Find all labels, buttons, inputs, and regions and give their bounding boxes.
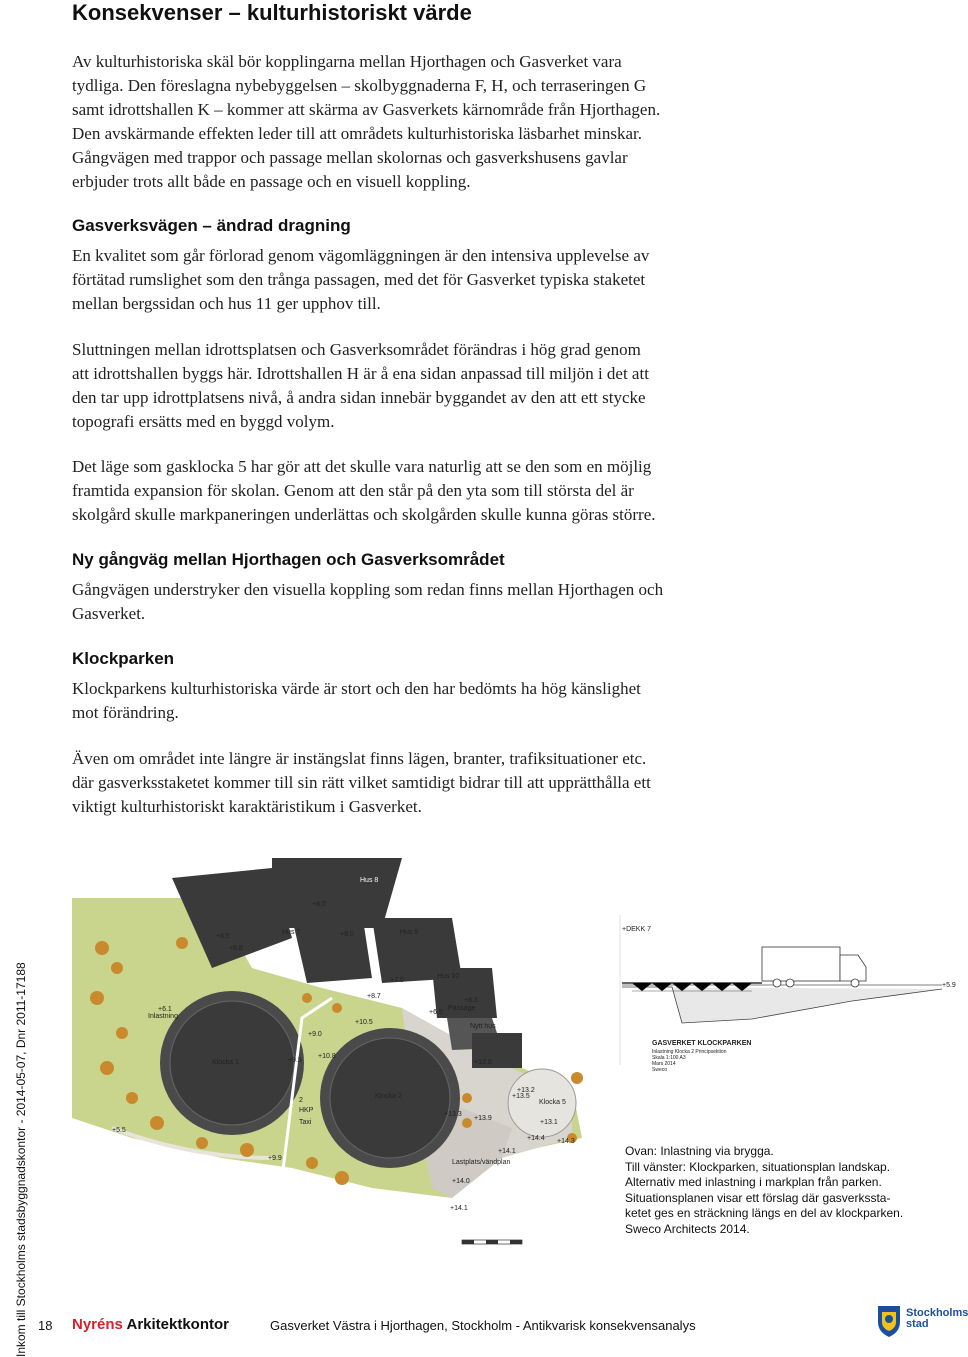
plan-label: 2 [299,1097,303,1104]
figure-caption [625,1144,955,1237]
plan-label: HKP [299,1107,314,1114]
text-line: mot förändring. [72,703,179,722]
text-line: erbjuder trots allt både en passage och en visuell koppling. [72,172,471,191]
text-line: skolgård skulle markpaneringen underlättas och skolgården skulle kunna göras större. [72,505,656,524]
registration-stamp-text: Inkom till Stockholms stadsbyggnadskontor - 2014-05-07, Dnr 2011-17188 [14,962,28,1357]
level-label: +9.9 [268,1155,282,1162]
level-label: +9.0 [308,1031,322,1038]
plan-label: Inlastning [148,1013,178,1020]
level-label: +13.9 [474,1115,492,1122]
caption-line: Till vänster: Klockparken, situationsplan landskap. [625,1159,891,1174]
caption-line: ketet ges en sträckning längs en del av klockparken. [625,1206,904,1220]
text-line: den tar upp idrottplatsens nivå, å andra sidan innebär byggandet av den att ett stycke [72,388,646,407]
section-title: GASVERKET KLOCKPARKEN [652,1040,752,1047]
brand-first: Nyréns [72,1316,123,1333]
site-plan-image [72,858,612,1258]
caption-line: Sweco Architects 2014. [625,1221,750,1236]
text-line: Klockparkens kulturhistoriska värde är stort och den har bedömts ha hög känslighet [72,679,641,698]
section-drawing-image [612,915,960,1095]
plan-label: Hus 7 [282,929,301,936]
paragraph-gasklocka [72,455,772,527]
section-sub: Inlastning Klocka 2 Principsektion [652,1049,727,1055]
caption-line: Situationsplanen visar ett förslag där gasverkssta- [625,1190,891,1205]
stockholm-stad-logo [876,1304,968,1344]
crest-icon [876,1304,902,1338]
level-label: +13.1 [540,1119,558,1126]
text-line: Sluttningen mellan idrottsplatsen och Gasverksområdet förändras i hög grad genom [72,340,641,359]
text-line: förtätad rumslighet som den trånga passagen, med det för Gasverket typiska staketet [72,270,646,289]
level-label: +6.8 [229,945,243,952]
text-line: där gasverksstaketet kommer till sin rätt vilket samtidigt bidrar till att upprätthålla ett [72,773,651,792]
text-line: Av kulturhistoriska skäl bör kopplingarna mellan Hjorthagen och Gasverket vara [72,52,622,71]
level-label: +5.5 [112,1127,126,1134]
plan-label: Klocka 1 [212,1059,239,1066]
section-sub: Sweco [652,1067,668,1073]
text-line: En kvalitet som går förlorad genom vägomläggningen är den intensiva upplevelse av [72,246,650,265]
text-line: samt idrottshallen K – kommer att skärma av Gasverkets kärnområde från Hjorthagen. [72,100,661,119]
level-label: +7.0 [390,977,404,984]
section-label: +5.9 [942,982,956,989]
level-label: +8.0 [340,931,354,938]
level-label: +9.5 [288,1057,302,1064]
paragraph-gasverksvagen [72,244,772,316]
paragraph-instangslat [72,747,772,819]
level-label: +14.1 [498,1148,516,1155]
level-label: +10.8 [318,1053,336,1060]
section-label: +DEKK 7 [622,926,651,933]
text-line: Gasverket. [72,604,146,623]
caption-line: Ovan: Inlastning via brygga. [625,1144,774,1158]
level-label: +12.8 [474,1059,492,1066]
level-label: +14.4 [527,1135,545,1142]
text-line: Gångvägen understryker den visuella koppling som redan finns mellan Hjorthagen och [72,580,664,599]
level-label: +8.0 [312,901,326,908]
level-label: +13.3 [444,1111,462,1118]
plan-label: Taxi [299,1119,312,1126]
paragraph-sluttningen [72,338,772,434]
registration-stamp [0,870,28,1357]
scale-bar [462,1240,522,1244]
level-label: +14.3 [557,1138,575,1145]
logo-line: stad [906,1318,929,1330]
level-label: +14.0 [452,1178,470,1185]
level-label: +10.5 [355,1019,373,1026]
plan-label: Passage [448,1005,476,1012]
text-line: Även om området inte längre är instängslat finns lägen, branter, trafiksituationer etc. [72,749,647,768]
paragraph-gangvag [72,578,772,626]
heading-klockparken: Klockparken [72,649,175,668]
text-line: mellan bergssidan och hus 11 ger upphov till. [72,294,381,313]
brand-logo [72,1316,229,1333]
level-label: +6.5 [216,933,230,940]
plan-label: Klocka 2 [375,1093,402,1100]
plan-label: Hus 10 [437,973,460,980]
text-line: viktigt kulturhistoriskt karaktäristikum i Gasverket. [72,797,422,816]
section-sub: Mars 2014 [652,1061,676,1067]
text-line: Den avskärmande effekten leder till att områdets kulturhistoriska läsbarhet minskar. [72,124,642,143]
page-number: 18 [38,1318,53,1333]
paragraph-kulturhistoriskt [72,50,772,194]
caption-line: Alternativ med inlastning i markplan från parken. [625,1175,882,1189]
plan-label: Klocka 5 [539,1099,566,1106]
text-line: Det läge som gasklocka 5 har gör att det skulle vara naturlig att se den som en möjlig [72,457,652,476]
text-line: Gångvägen med trappor och passage mellan skolornas och gasverkshusens gavlar [72,148,628,167]
plan-label: Hus 8 [360,877,379,884]
text-line: framtida expansion för skolan. Genom att den står på den yta som till största del är [72,481,634,500]
level-label: +14.1 [450,1205,468,1212]
footer-title: Gasverket Västra i Hjorthagen, Stockholm - Antikvarisk konsekvensanalys [270,1318,696,1333]
page-heading: Konsekvenser – kulturhistoriskt värde [72,0,472,25]
paragraph-klockparken [72,677,772,725]
level-label: +13.2 [517,1087,535,1094]
text-line: topografi ersätts med en byggd volym. [72,412,335,431]
plan-label: Hus 9 [400,929,419,936]
brand-second: Arkitektkontor [126,1316,230,1333]
heading-gasverksvagen: Gasverksvägen – ändrad dragning [72,216,351,235]
plan-label: Nytt hus [470,1023,496,1030]
heading-ny-gangvag: Ny gångväg mellan Hjorthagen och Gasverksområdet [72,550,505,569]
level-label: +6.5 [429,1009,443,1016]
text-line: att idrottshallen byggs här. Idrottshallen H är å ena sidan anpassad till miljön i det att [72,364,649,383]
text-line: tydliga. Den föreslagna nybebyggelsen – skolbyggnaderna F, H, och terraseringen G [72,76,647,95]
plan-label: Lastplats/vändplan [452,1159,511,1166]
section-sub: Skala 1:100 A3 [652,1055,686,1061]
level-label: +8.7 [367,993,381,1000]
level-label: +13.5 [512,1093,530,1100]
level-label: +6.1 [158,1006,172,1013]
logo-line: Stockholms [906,1307,968,1319]
level-label: +8.3 [464,997,478,1004]
